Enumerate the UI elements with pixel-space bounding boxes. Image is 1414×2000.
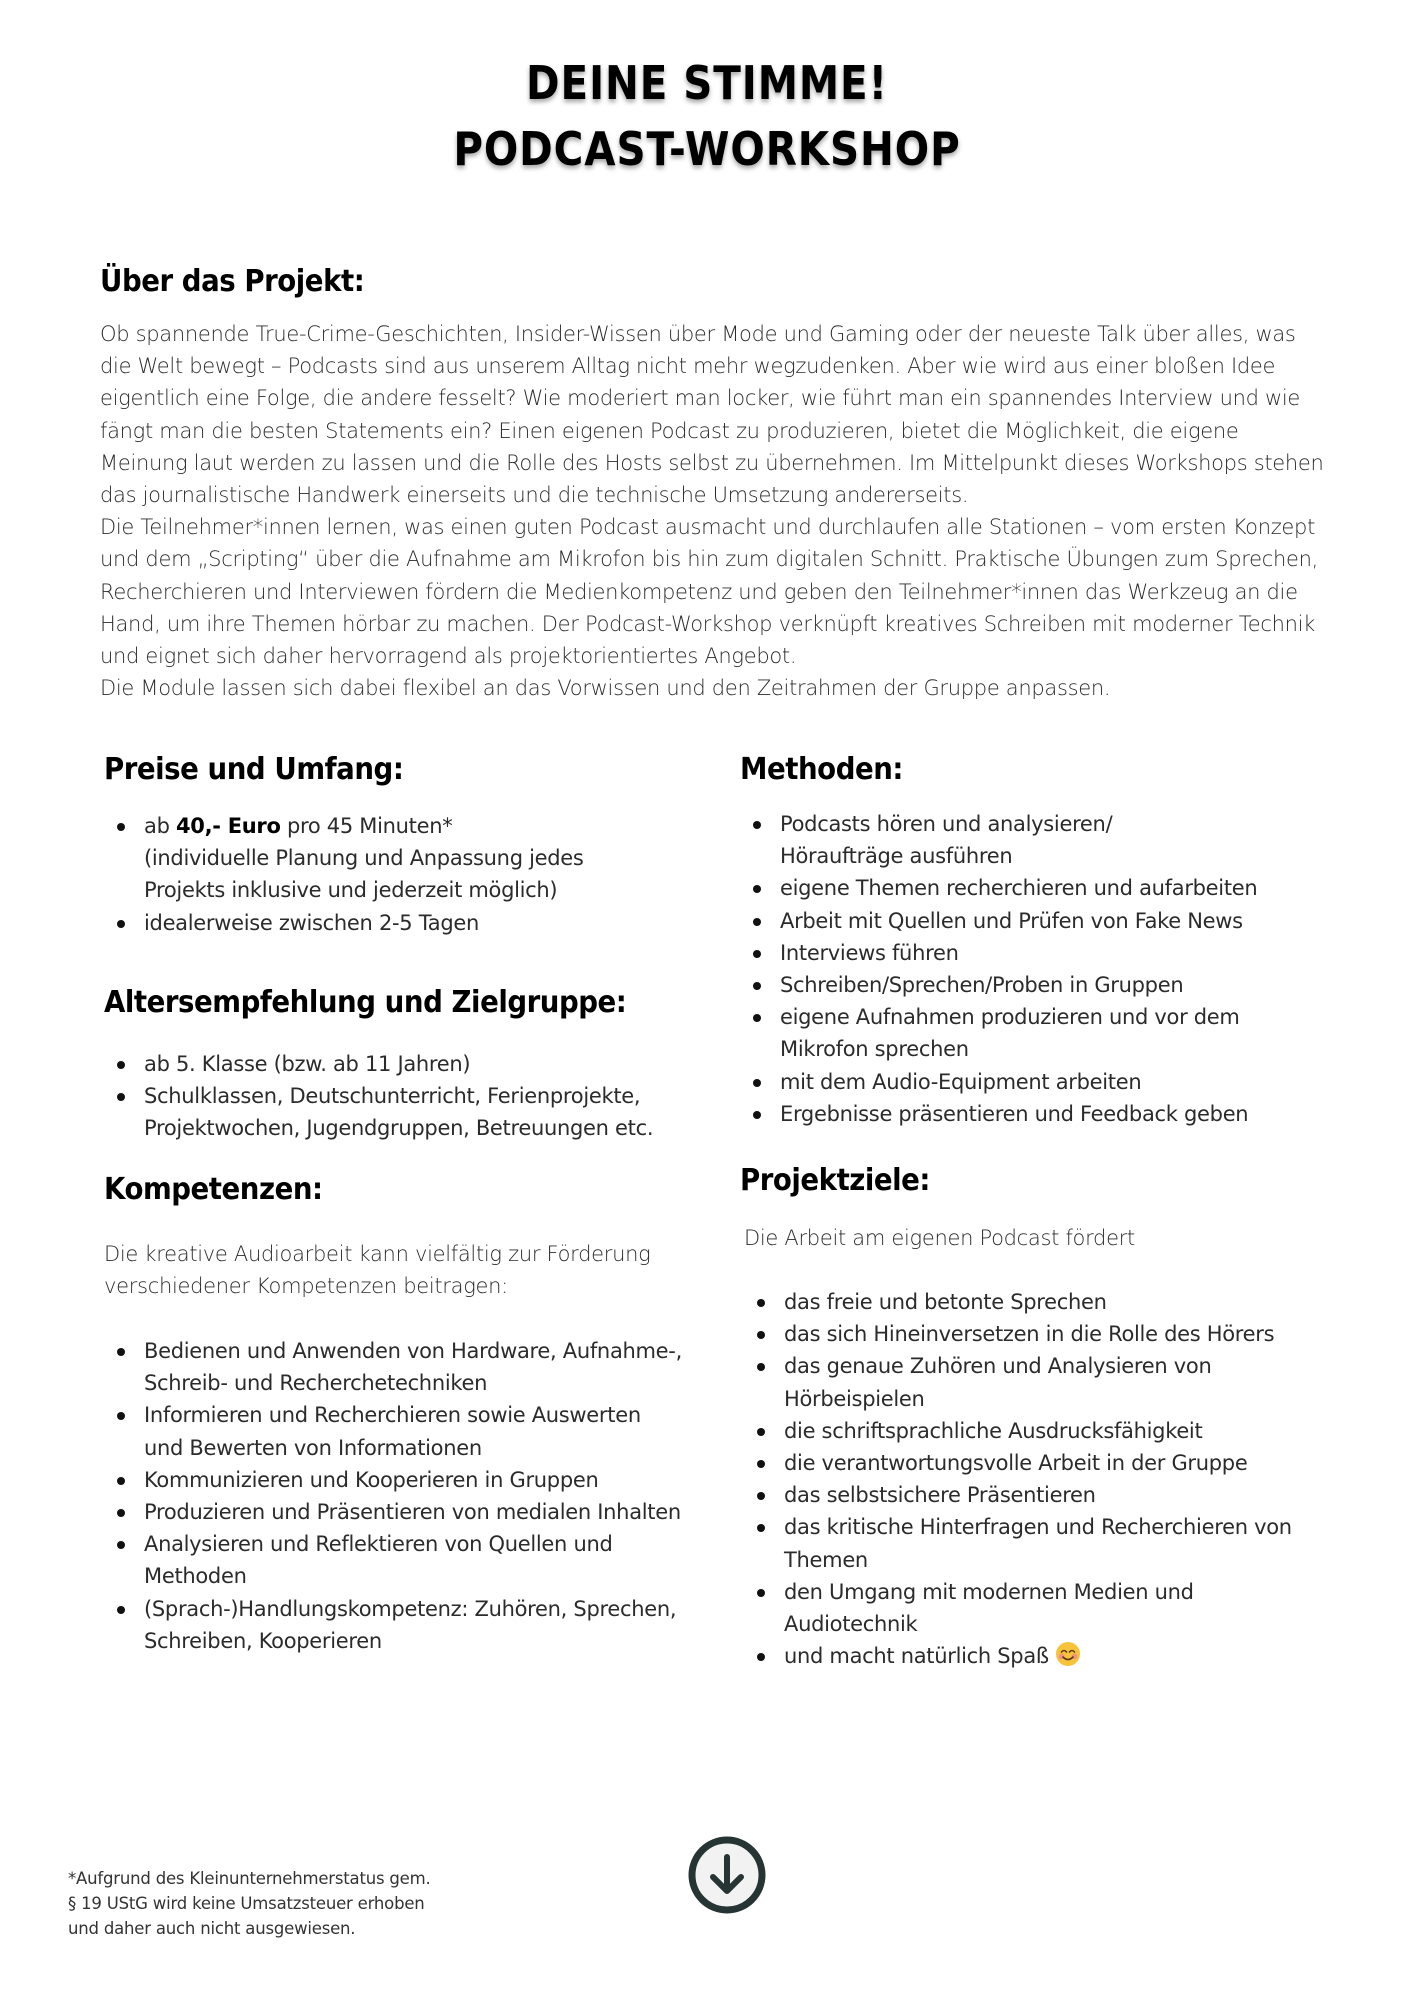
list-item: eigene Themen recherchieren und aufarbeiten <box>740 872 1340 904</box>
list-item: Informieren und Recherchieren sowie Auswerten und Bewerten von Informationen <box>104 1399 684 1463</box>
list-item: Schreiben/Sprechen/Proben in Gruppen <box>740 969 1340 1001</box>
goals-intro: Die Arbeit am eigenen Podcast fördert <box>744 1226 1135 1250</box>
list-item: Produzieren und Präsentieren von medialen Inhalten <box>104 1496 684 1528</box>
list-item: den Umgang mit modernen Medien und Audiotechnik <box>744 1576 1254 1640</box>
list-item: Schulklassen, Deutschunterricht, Ferienprojekte, Projektwochen, Jugendgruppen, Betreuungen etc. <box>104 1080 684 1144</box>
about-text <box>100 318 1330 704</box>
list-item: ab 40,- Euro pro 45 Minuten* (individuelle Planung und Anpassung jedes Projekts inklusive und jederzeit möglich) <box>104 810 664 907</box>
list-item: Arbeit mit Quellen und Prüfen von Fake News <box>740 905 1340 937</box>
smiling-face-icon <box>1055 1641 1081 1676</box>
list-item: die schriftsprachliche Ausdrucksfähigkeit <box>744 1415 1344 1447</box>
list-item: Bedienen und Anwenden von Hardware, Aufnahme-, Schreib- und Recherchetechniken <box>104 1335 684 1399</box>
list-item: das selbstsichere Präsentieren <box>744 1479 1344 1511</box>
audience-heading: Altersempfehlung und Zielgruppe: <box>104 985 627 1020</box>
list-item: ab 5. Klasse (bzw. ab 11 Jahren) <box>104 1048 684 1080</box>
list-item: Kommunizieren und Kooperieren in Gruppen <box>104 1464 684 1496</box>
list-item: das freie und betonte Sprechen <box>744 1286 1344 1318</box>
list-item: (Sprach-)Handlungskompetenz: Zuhören, Sprechen, Schreiben, Kooperieren <box>104 1593 684 1657</box>
about-heading: Über das Projekt: <box>100 264 365 299</box>
list-item: idealerweise zwischen 2-5 Tagen <box>104 907 664 939</box>
list-item: Analysieren und Reflektieren von Quellen und Methoden <box>104 1528 684 1592</box>
title-line-1: DEINE STIMME! <box>526 56 888 110</box>
methods-list <box>740 808 1340 1130</box>
prices-list <box>104 810 664 939</box>
list-item: das sich Hineinversetzen in die Rolle des Hörers <box>744 1318 1344 1350</box>
prices-heading: Preise und Umfang: <box>104 752 404 787</box>
about-paragraph-2: Die Teilnehmer*innen lernen, was einen guten Podcast ausmacht und durchlaufen alle Stationen – vom ersten Konzept und dem „Scripting“ über die Aufnahme am Mikrofon bis hin zum digitalen Schnitt. Praktische Übungen zum Sprechen, Recherchieren und Interviewen fördern die Medienkompetenz und geben den Teilnehmer*innen das Werkzeug an die Hand, um ihre Themen hörbar zu machen. Der Podcast-Workshop verknüpft kreatives Schreiben mit moderner Technik und eignet sich daher hervorragend als projektorientiertes Angebot. <box>100 515 1318 669</box>
list-item: mit dem Audio-Equipment arbeiten <box>740 1066 1340 1098</box>
list-item: Podcasts hören und analysieren/ Höraufträge ausführen <box>740 808 1200 872</box>
methods-heading: Methoden: <box>740 752 904 787</box>
list-item: Interviews führen <box>740 937 1340 969</box>
title-line-2: PODCAST-WORKSHOP <box>453 122 961 176</box>
about-paragraph-1: Ob spannende True-Crime-Geschichten, Insider-Wissen über Mode und Gaming oder der neueste Talk über alles, was die Welt bewegt – Podcasts sind aus unserem Alltag nicht mehr wegzudenken. Aber wie wird aus einer bloßen Idee eigentlich eine Folge, die andere fesselt? Wie moderiert man locker, wie führt man ein spannendes Interview und wie fängt man die besten Statements ein? Einen eigenen Podcast zu produzieren, bietet die Möglichkeit, die eigene Meinung laut werden zu lassen und die Rolle des Hosts selbst zu übernehmen. Im Mittelpunkt dieses Workshops stehen das journalistische Handwerk einerseits und die technische Umsetzung andererseits. <box>100 322 1324 508</box>
list-item: eigene Aufnahmen produzieren und vor dem Mikrofon sprechen <box>740 1001 1300 1065</box>
audience-list <box>104 1048 684 1145</box>
competences-intro: Die kreative Audioarbeit kann vielfältig zur Förderung verschiedener Kompetenzen beitragen: <box>104 1242 651 1299</box>
about-paragraph-3: Die Module lassen sich dabei flexibel an das Vorwissen und den Zeitrahmen der Gruppe anpassen. <box>100 676 1111 701</box>
tax-footnote: *Aufgrund des Kleinunternehmerstatus gem. § 19 UStG wird keine Umsatzsteuer erhoben und daher auch nicht ausgewiesen. <box>68 1869 431 1938</box>
competences-list <box>104 1335 684 1657</box>
price-value: 40,- Euro <box>175 814 281 838</box>
competences-heading: Kompetenzen: <box>104 1172 323 1207</box>
list-item: Ergebnisse präsentieren und Feedback geben <box>740 1098 1340 1130</box>
list-item: und macht natürlich Spaß <box>744 1640 1344 1676</box>
goals-heading: Projektziele: <box>740 1163 931 1198</box>
arrow-down-circle-icon[interactable] <box>687 1835 767 1915</box>
price-note: (individuelle Planung und Anpassung jedes Projekts inklusive und jederzeit möglich) <box>144 846 584 903</box>
list-item: die verantwortungsvolle Arbeit in der Gruppe <box>744 1447 1344 1479</box>
goals-list <box>744 1286 1344 1676</box>
list-item: das kritische Hinterfragen und Recherchieren von Themen <box>744 1511 1344 1575</box>
list-item: das genaue Zuhören und Analysieren von Hörbeispielen <box>744 1350 1254 1414</box>
page-title <box>85 50 1329 182</box>
